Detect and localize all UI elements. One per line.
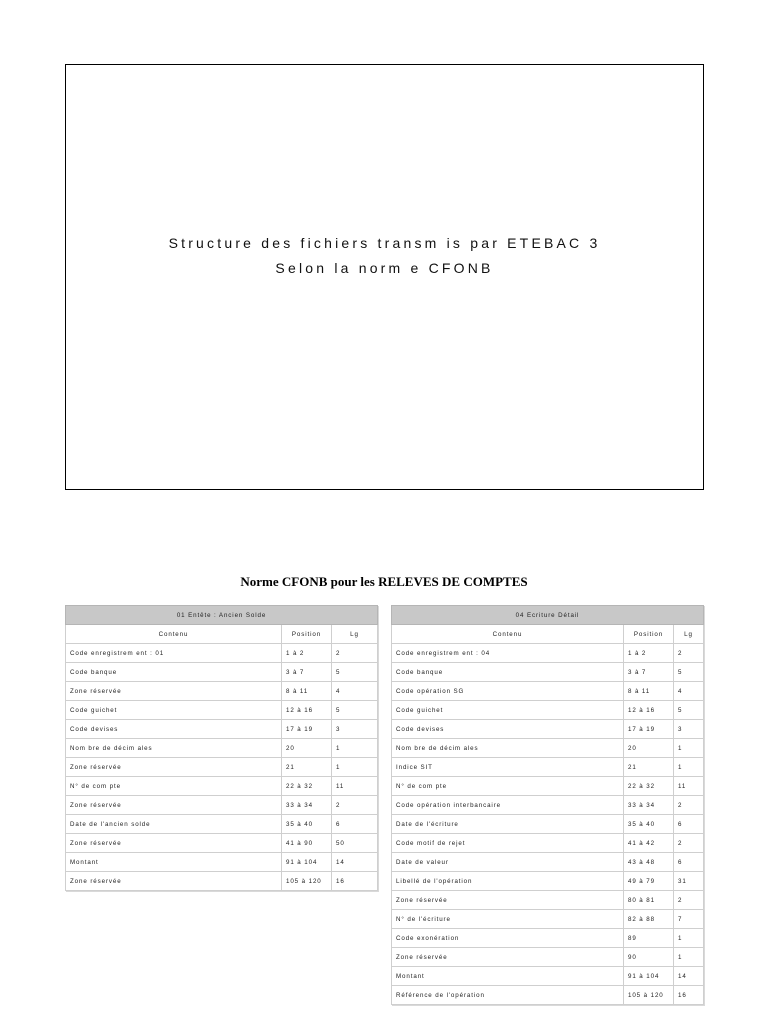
table-row (66, 815, 378, 834)
entete-ancien-solde-table (65, 605, 378, 891)
cell-contenu: N° de l'écriture (392, 910, 624, 929)
cell-lg: 1 (332, 758, 378, 777)
cell-position: 33 à 34 (282, 796, 332, 815)
cell-contenu: Code devises (66, 720, 282, 739)
cell-lg: 11 (332, 777, 378, 796)
cell-lg: 11 (674, 777, 704, 796)
table-row (66, 777, 378, 796)
cell-lg: 1 (674, 948, 704, 967)
cell-lg: 2 (674, 644, 704, 663)
cell-lg: 5 (332, 701, 378, 720)
table-row (66, 701, 378, 720)
table-row (392, 872, 704, 891)
cell-lg: 2 (674, 891, 704, 910)
cell-contenu: Code banque (392, 663, 624, 682)
cell-contenu: Code motif de rejet (392, 834, 624, 853)
cell-contenu: N° de com pte (392, 777, 624, 796)
cell-position: 91 à 104 (624, 967, 674, 986)
cell-position: 33 à 34 (624, 796, 674, 815)
cell-position: 49 à 79 (624, 872, 674, 891)
cell-position: 1 à 2 (624, 644, 674, 663)
cell-lg: 5 (674, 663, 704, 682)
cell-position: 105 à 120 (624, 986, 674, 1005)
cell-lg: 31 (674, 872, 704, 891)
table-row (392, 967, 704, 986)
cell-contenu: Indice SIT (392, 758, 624, 777)
cell-lg: 4 (674, 682, 704, 701)
section-title: Norme CFONB pour les RELEVES DE COMPTES (240, 574, 528, 589)
cell-position: 8 à 11 (624, 682, 674, 701)
table-row (392, 929, 704, 948)
cell-lg: 5 (332, 663, 378, 682)
cell-contenu: N° de com pte (66, 777, 282, 796)
cell-position: 43 à 48 (624, 853, 674, 872)
table-row (392, 758, 704, 777)
cell-lg: 14 (332, 853, 378, 872)
table-row (392, 910, 704, 929)
cell-contenu: Code exonération (392, 929, 624, 948)
cell-position: 89 (624, 929, 674, 948)
column-header-position: Position (282, 625, 332, 644)
cell-position: 22 à 32 (624, 777, 674, 796)
table-header: 01 Entête : Ancien Solde (66, 606, 378, 625)
table-row (392, 796, 704, 815)
table-row (66, 834, 378, 853)
cell-position: 41 à 42 (624, 834, 674, 853)
cell-position: 17 à 19 (624, 720, 674, 739)
cell-contenu: Zone réservée (392, 891, 624, 910)
cell-position: 90 (624, 948, 674, 967)
ecriture-detail-table (391, 605, 704, 1005)
column-header-contenu: Contenu (392, 625, 624, 644)
table-row (66, 720, 378, 739)
cell-lg: 3 (332, 720, 378, 739)
table-row (392, 739, 704, 758)
table-row (66, 644, 378, 663)
cell-lg: 7 (674, 910, 704, 929)
cell-position: 3 à 7 (624, 663, 674, 682)
cell-lg: 2 (674, 834, 704, 853)
cell-lg: 16 (332, 872, 378, 891)
table-row (392, 853, 704, 872)
cell-contenu: Zone réservée (66, 872, 282, 891)
cell-contenu: Code enregistrem ent : 01 (66, 644, 282, 663)
table-row (392, 891, 704, 910)
cell-position: 82 à 88 (624, 910, 674, 929)
cell-contenu: Zone réservée (392, 948, 624, 967)
cell-lg: 1 (674, 739, 704, 758)
cell-position: 12 à 16 (624, 701, 674, 720)
cell-position: 17 à 19 (282, 720, 332, 739)
table-row (66, 739, 378, 758)
cell-contenu: Montant (66, 853, 282, 872)
cell-contenu: Code opération SG (392, 682, 624, 701)
table-row (66, 663, 378, 682)
cell-lg: 4 (332, 682, 378, 701)
table-row (392, 682, 704, 701)
cell-position: 8 à 11 (282, 682, 332, 701)
cell-contenu: Date de l'ancien solde (66, 815, 282, 834)
cell-contenu: Code devises (392, 720, 624, 739)
cell-lg: 16 (674, 986, 704, 1005)
cell-lg: 6 (332, 815, 378, 834)
cell-contenu: Code enregistrem ent : 04 (392, 644, 624, 663)
table-row (66, 682, 378, 701)
table-row (66, 872, 378, 891)
cell-lg: 2 (332, 644, 378, 663)
table-row (392, 720, 704, 739)
table-header-row (66, 606, 378, 625)
table-header-row (392, 606, 704, 625)
cell-contenu: Zone réservée (66, 682, 282, 701)
cell-contenu: Code guichet (392, 701, 624, 720)
column-header-row (392, 625, 704, 644)
table-row (392, 701, 704, 720)
cell-contenu: Date de l'écriture (392, 815, 624, 834)
cell-contenu: Code guichet (66, 701, 282, 720)
cell-lg: 2 (332, 796, 378, 815)
cell-position: 20 (624, 739, 674, 758)
cell-contenu: Nom bre de décim ales (66, 739, 282, 758)
table-header: 04 Ecriture Détail (392, 606, 704, 625)
cell-lg: 1 (332, 739, 378, 758)
cell-position: 21 (624, 758, 674, 777)
cell-position: 22 à 32 (282, 777, 332, 796)
table-row (392, 777, 704, 796)
cell-contenu: Code opération interbancaire (392, 796, 624, 815)
cover-title-line-2: Selon la norm e CFONB (275, 260, 494, 276)
cell-position: 105 à 120 (282, 872, 332, 891)
cell-contenu: Zone réservée (66, 796, 282, 815)
cover-title-line-1: Structure des fichiers transm is par ETEBAC 3 (168, 235, 601, 251)
cover-title (66, 231, 703, 281)
cell-lg: 14 (674, 967, 704, 986)
cell-contenu: Référence de l'opération (392, 986, 624, 1005)
cell-contenu: Zone réservée (66, 758, 282, 777)
table-row (392, 986, 704, 1005)
cell-lg: 6 (674, 853, 704, 872)
column-header-lg: Lg (674, 625, 704, 644)
cell-position: 21 (282, 758, 332, 777)
cell-lg: 2 (674, 796, 704, 815)
cell-lg: 50 (332, 834, 378, 853)
cell-position: 91 à 104 (282, 853, 332, 872)
table-row (66, 758, 378, 777)
cell-contenu: Libellé de l'opération (392, 872, 624, 891)
cell-position: 20 (282, 739, 332, 758)
cell-position: 3 à 7 (282, 663, 332, 682)
cell-position: 35 à 40 (624, 815, 674, 834)
column-header-position: Position (624, 625, 674, 644)
cell-contenu: Code banque (66, 663, 282, 682)
table-row (392, 663, 704, 682)
table-row (66, 796, 378, 815)
cell-contenu: Nom bre de décim ales (392, 739, 624, 758)
table-row (392, 644, 704, 663)
column-header-contenu: Contenu (66, 625, 282, 644)
column-header-row (66, 625, 378, 644)
cell-position: 35 à 40 (282, 815, 332, 834)
cell-lg: 5 (674, 701, 704, 720)
cell-lg: 3 (674, 720, 704, 739)
cell-contenu: Montant (392, 967, 624, 986)
cell-position: 1 à 2 (282, 644, 332, 663)
cell-lg: 6 (674, 815, 704, 834)
table-row (392, 834, 704, 853)
cover-frame (65, 64, 704, 490)
column-header-lg: Lg (332, 625, 378, 644)
cell-lg: 1 (674, 929, 704, 948)
table-row (392, 948, 704, 967)
cell-position: 80 à 81 (624, 891, 674, 910)
cell-contenu: Zone réservée (66, 834, 282, 853)
table-row (66, 853, 378, 872)
table-row (392, 815, 704, 834)
cell-position: 41 à 90 (282, 834, 332, 853)
cell-lg: 1 (674, 758, 704, 777)
cell-position: 12 à 16 (282, 701, 332, 720)
cell-contenu: Date de valeur (392, 853, 624, 872)
